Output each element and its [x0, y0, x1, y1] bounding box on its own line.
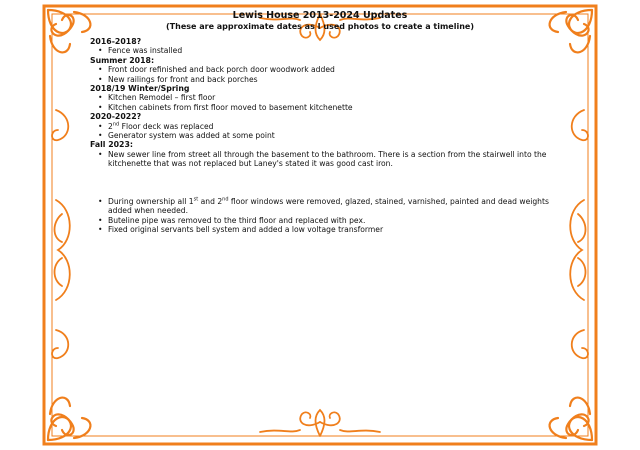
list-item: • Buteline pipe was removed to the third floor and replaced with pex. — [108, 216, 550, 225]
list-item: • Fixed original servants bell system and added a low voltage transformer — [108, 225, 550, 234]
list-item: • Fence was installed — [108, 46, 550, 55]
section-heading: 2020-2022? — [90, 112, 142, 122]
list-item: • New sewer line from street all through the basement to the bathroom. There is a section from the stairwell into the kitchenette that was not replaced but Laney's stated it was good cast iron. — [108, 150, 550, 169]
corner-ornament-top-left — [48, 10, 90, 52]
side-ornament-right — [570, 110, 588, 358]
side-ornament-left — [52, 110, 70, 358]
section-list — [90, 122, 550, 141]
timeline-sections — [90, 37, 550, 234]
section-heading: Summer 2018: — [90, 55, 155, 65]
list-item: • Kitchen Remodel – first floor — [108, 93, 550, 102]
list-item: • New railings for front and back porches — [108, 75, 550, 84]
document-title: Lewis House 2013-2024 Updates — [232, 10, 408, 21]
fleur-ornament-bottom — [260, 410, 380, 436]
section-list — [90, 46, 550, 55]
document-subtitle: (These are approximate dates as I used photos to create a timeline) — [166, 22, 474, 31]
list-item: • Kitchen cabinets from first floor moved to basement kitchenette — [108, 103, 550, 112]
list-item: • Front door refinished and back porch door woodwork added — [108, 65, 550, 74]
corner-ornament-bottom-right — [550, 398, 592, 440]
document-content — [90, 8, 550, 234]
section-heading: Fall 2023: — [90, 140, 134, 150]
list-item: • 2nd Floor deck was replaced — [108, 122, 550, 131]
list-item: • Generator system was added at some point — [108, 131, 550, 140]
section-list — [90, 150, 550, 169]
spacer — [90, 169, 550, 197]
section-heading: 2018/19 Winter/Spring — [90, 84, 190, 94]
extra-list — [90, 197, 550, 235]
list-item: • During ownership all 1st and 2nd floor windows were removed, glazed, stained, varnished, painted and dead weights added when needed. — [108, 197, 550, 216]
section-list — [90, 65, 550, 84]
section-list — [90, 93, 550, 112]
corner-ornament-bottom-left — [48, 398, 90, 440]
corner-ornament-top-right — [550, 10, 592, 52]
section-heading: 2016-2018? — [90, 37, 142, 46]
